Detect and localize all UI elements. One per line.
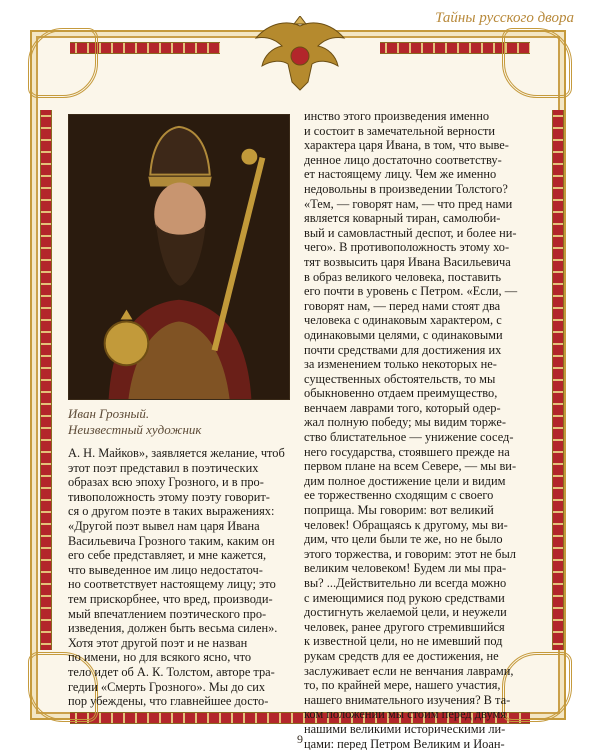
page-number: 9 <box>297 732 303 746</box>
frame-ornament-band <box>40 110 52 650</box>
figure-caption <box>68 406 290 438</box>
text-column-left: А. Н. Майков», заявляется желание, чтоб этот поэт представил в поэтических образах всю эпоху Грозного, и в про- тивоположность этому поэту говорит- ся о другом поэте в таких выражениях: «Другой поэт вывел нам царя Ивана Васильевича Грозного таким, каким он его себе представляет, и мне кажется, что выведенное им лицо недостаточ- но соответствует настоящему лицу; это тем прискорбнее, что вред, производи- мый впечатлением поэтического про- изведения, должен быть весьма силен». Хотя этот другой поэт и не назван по имени, но для всякого ясно, что тело идет об А. К. Толстом, авторе тра- гедии «Смерть Грозного». Мы до сих пор убеждены, что главнейшее досто- <box>68 446 285 709</box>
text-column-right: инство этого произведения именно и состоит в замечательной верности характера царя Ивана, в том, что выве- денное лицо достаточно соответству- ет настоящему лицу. Чем же именно недовольны в произведении Толстого? «Тем, — говорят нам, — что пред нами является коварный тиран, самолюби- вый и самовластный деспот, и более ни- чего». В противоположность этому хо- тят возвысить царя Ивана Васильевича в образ великого человека, поставить его почти в уровень с Петром. «Если, — говорят нам, — перед нами стоят два человека с одинаковым характером, с одинаковыми целями, с одинаковыми почти средствами для достижения их за изменением только некоторых не- существенных обстоятельств, то мы обыкновенно отдаем преимущество, венчаем лаврами того, который одер- жал полную победу; мы видим торже- ство блистательное — унижение сосед- него государства, стоявшего прежде на первом плане на всем Севере, — мы ви- дим полное достижение цели и видим ее торжественно сходящим с своего поприща. Мы говорим: вот великий человек! Обращаясь к другому, мы ви- дим, что цели были те же, но не было этого торжества, и говорим: этот не был великим человеком! Будем ли мы пра- вы? ...Действительно ли всегда можно с имеющимися под рукою средствами достигнуть желаемой цели, и неужели человек, ранее другого стремившийся к известной цели, но не имевший под рукам средств для ее достижения, не заслуживает если не венчания лаврами, то, по крайней мере, нашего участия, нашего внимательного изучения? В та- ком положении мы стоим перед двумя нашими великими историческими ли- цами: перед Петром Великим и Иоан- <box>304 109 518 750</box>
caption-line: Неизвестный художник <box>68 422 202 437</box>
corner-ornament <box>502 28 572 98</box>
double-headed-eagle-emblem <box>248 16 352 94</box>
frame-ornament-band <box>552 110 564 650</box>
ivan-portrait-image <box>68 114 290 400</box>
running-head: Тайны русского двора <box>435 10 574 26</box>
corner-ornament <box>28 28 98 98</box>
caption-line: Иван Грозный. <box>68 406 150 421</box>
